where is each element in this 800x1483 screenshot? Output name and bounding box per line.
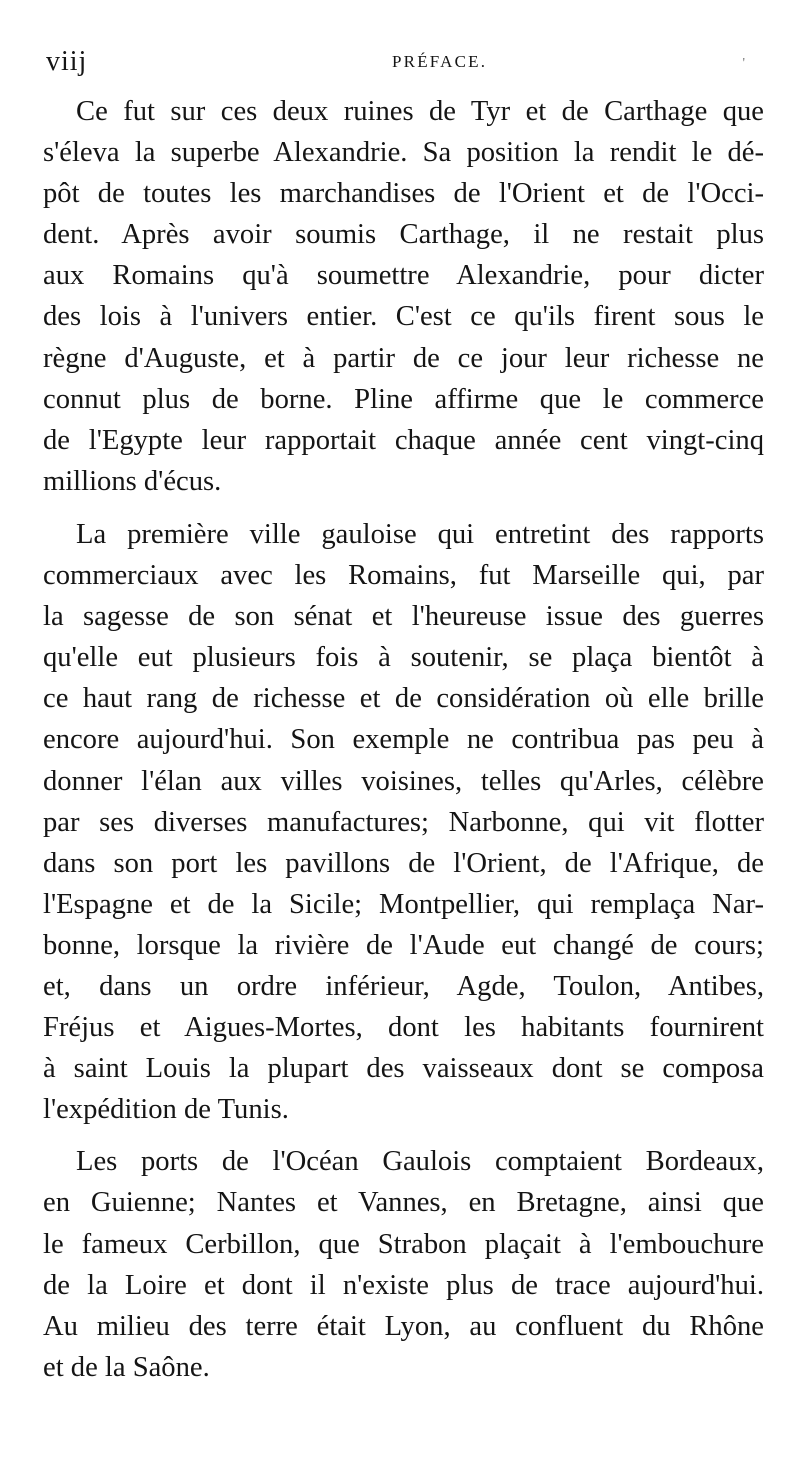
page-number: viij (46, 46, 88, 77)
text-line: Au milieu des terre était Lyon, au confluent du Rhône (43, 1310, 764, 1342)
text-line: millions d'écus. (43, 465, 222, 497)
paragraph (43, 514, 764, 1130)
text-line: par ses diverses manufactures; Narbonne, qui vit flotter (43, 806, 764, 838)
text-line: pôt de toutes les marchandises de l'Orient et de l'Occi- (43, 178, 764, 210)
text-line: règne d'Auguste, et à partir de ce jour leur richesse ne (43, 342, 764, 374)
text-line: Les ports de l'Océan Gaulois comptaient Bordeaux, (76, 1146, 764, 1178)
printer-mark: ' (742, 56, 745, 71)
text-line: aux Romains qu'à soumettre Alexandrie, pour dicter (43, 260, 764, 292)
text-line: qu'elle eut plusieurs fois à soutenir, se plaça bientôt à (43, 642, 764, 674)
text-line: La première ville gauloise qui entretint des rapports (76, 518, 764, 550)
paragraph (43, 1141, 764, 1388)
text-line: commerciaux avec les Romains, fut Marseille qui, par (43, 560, 764, 592)
text-line: le fameux Cerbillon, que Strabon plaçait à l'embouchure (43, 1228, 764, 1260)
page-header (46, 46, 745, 80)
text-line: ce haut rang de richesse et de considération où elle brille (43, 683, 764, 715)
text-line: Ce fut sur ces deux ruines de Tyr et de Carthage que (76, 96, 764, 127)
text-line: des lois à l'univers entier. C'est ce qu'ils firent sous le (43, 301, 764, 333)
text-line: à saint Louis la plupart des vaisseaux dont se composa (43, 1053, 764, 1085)
body-text (43, 91, 764, 1388)
running-title: PRÉFACE. (392, 52, 488, 71)
text-line: l'Espagne et de la Sicile; Montpellier, qui remplaça Nar- (43, 888, 764, 920)
text-line: de l'Egypte leur rapportait chaque année cent vingt-cinq (43, 424, 764, 456)
text-line: bonne, lorsque la rivière de l'Aude eut changé de cours; (43, 929, 764, 961)
text-line: l'expédition de Tunis. (43, 1094, 289, 1126)
text-line: connut plus de borne. Pline affirme que le commerce (43, 383, 764, 415)
paragraph (43, 91, 764, 502)
text-line: dans son port les pavillons de l'Orient, de l'Afrique, de (43, 847, 764, 879)
text-line: Fréjus et Aigues-Mortes, dont les habitants fournirent (43, 1012, 764, 1044)
text-line: s'éleva la superbe Alexandrie. Sa position la rendit le dé- (43, 137, 764, 169)
text-line: et, dans un ordre inférieur, Agde, Toulon, Antibes, (43, 970, 764, 1002)
text-line: dent. Après avoir soumis Carthage, il ne restait plus (43, 219, 764, 251)
text-line: et de la Saône. (43, 1351, 210, 1383)
text-line: la sagesse de son sénat et l'heureuse issue des guerres (43, 601, 764, 633)
text-line: donner l'élan aux villes voisines, telles qu'Arles, célèbre (43, 765, 764, 797)
text-line: de la Loire et dont il n'existe plus de trace aujourd'hui. (43, 1269, 764, 1301)
text-line: encore aujourd'hui. Son exemple ne contribua pas peu à (43, 724, 764, 756)
text-line: en Guienne; Nantes et Vannes, en Bretagne, ainsi que (43, 1187, 764, 1219)
